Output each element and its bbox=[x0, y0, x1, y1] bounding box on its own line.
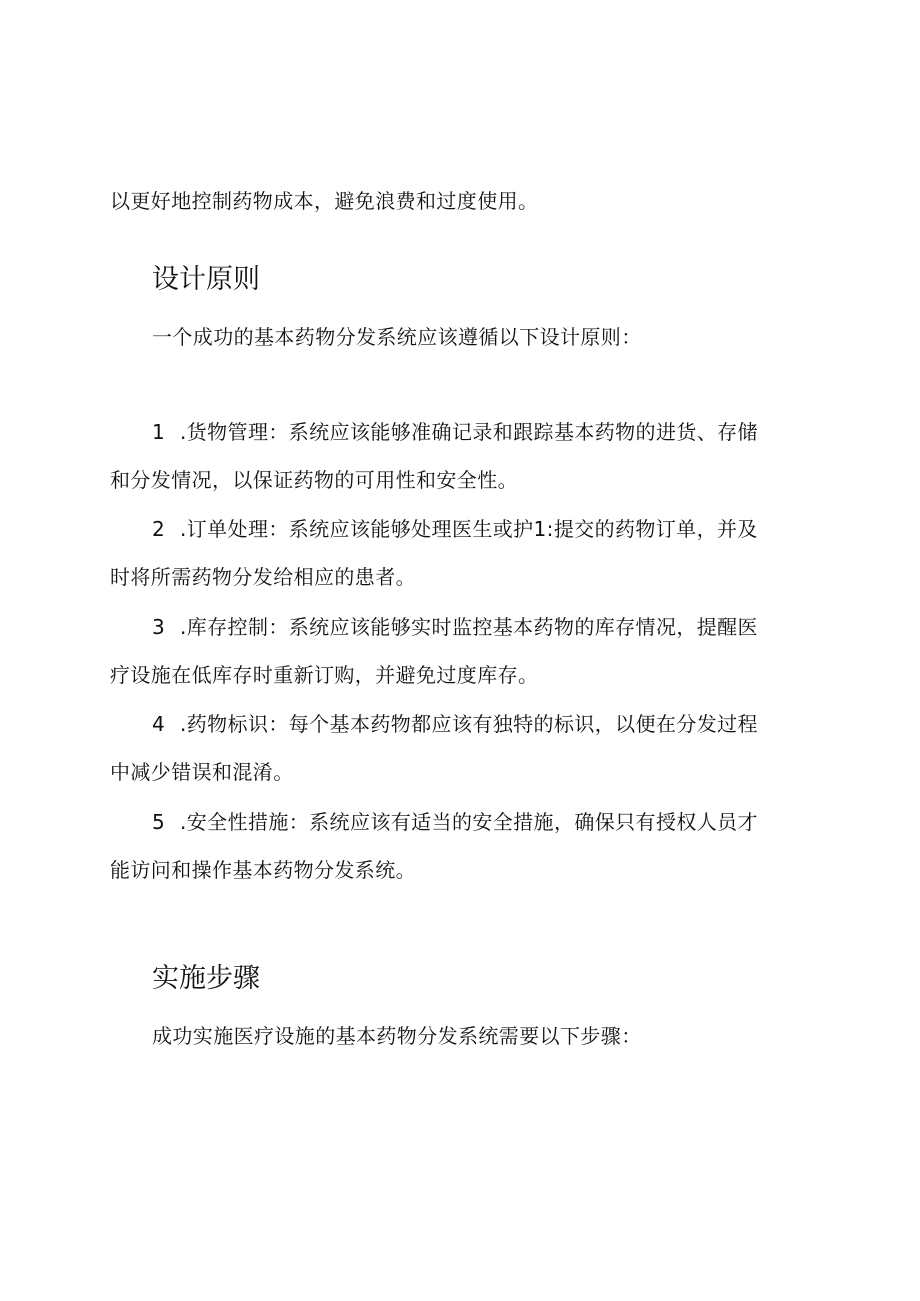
principle-item-4-number: 4 bbox=[152, 712, 166, 736]
principle-item-3-number: 3 bbox=[152, 615, 166, 639]
principle-item-5-line-2: 能访问和操作基本药物分发系统。 bbox=[110, 858, 416, 882]
principle-item-3-line-1 bbox=[152, 613, 758, 641]
principle-item-1-text: .货物管理：系统应该能够准确记录和跟踪基本药物的进货、存储 bbox=[180, 420, 758, 444]
design-principles-lead: 一个成功的基本药物分发系统应该遵循以下设计原则： bbox=[152, 325, 642, 349]
principle-item-1-line-1 bbox=[152, 418, 758, 446]
principle-item-5-line-1 bbox=[152, 808, 758, 836]
principle-item-4-line-1 bbox=[152, 710, 758, 738]
principle-item-4-text: .药物标识：每个基本药物都应该有独特的标识，以便在分发过程 bbox=[180, 712, 758, 736]
principle-item-1-number: 1 bbox=[152, 420, 166, 444]
implementation-steps-lead: 成功实施医疗设施的基本药物分发系统需要以下步骤： bbox=[152, 1024, 642, 1048]
section-heading-implementation-steps: 实施步骤 bbox=[152, 963, 260, 994]
principle-item-2-line-2: 时将所需药物分发给相应的患者。 bbox=[110, 565, 416, 589]
principle-item-3-text: .库存控制：系统应该能够实时监控基本药物的库存情况，提醒医 bbox=[180, 615, 758, 639]
principle-item-5-number: 5 bbox=[152, 810, 166, 834]
principle-item-5-text: .安全性措施：系统应该有适当的安全措施，确保只有授权人员才 bbox=[180, 810, 758, 834]
principle-item-2-number: 2 bbox=[152, 517, 166, 541]
principle-item-2-text: .订单处理：系统应该能够处理医生或护1:提交的药物订单，并及 bbox=[180, 517, 758, 541]
principle-item-2-line-1 bbox=[152, 515, 758, 543]
principle-item-1-line-2: 和分发情况，以保证药物的可用性和安全性。 bbox=[110, 468, 518, 492]
principle-item-3-line-2: 疗设施在低库存时重新订购，并避免过度库存。 bbox=[110, 663, 539, 687]
principle-item-4-line-2: 中减少错误和混淆。 bbox=[110, 760, 294, 784]
intro-paragraph-line: 以更好地控制药物成本，避免浪费和过度使用。 bbox=[110, 189, 539, 213]
section-heading-design-principles: 设计原则 bbox=[152, 264, 260, 295]
